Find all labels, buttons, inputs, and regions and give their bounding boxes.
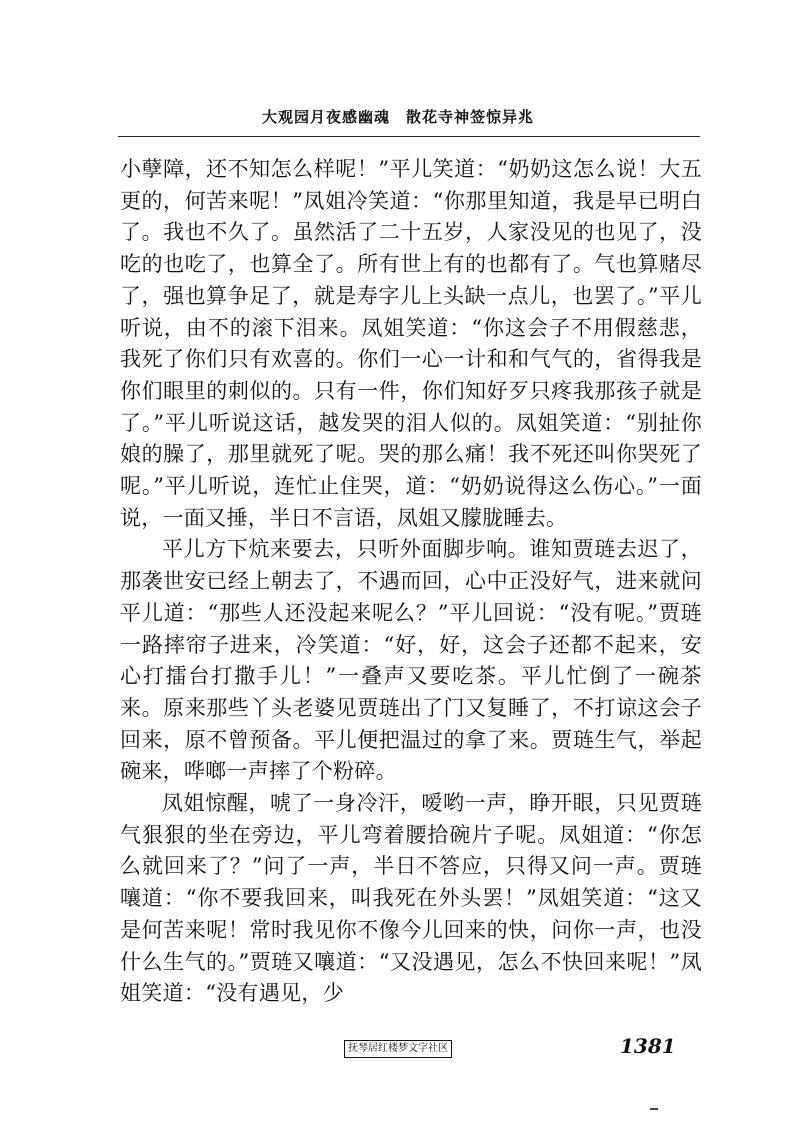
paragraph-1: 小孽障，还不知怎么样呢！”平儿笑道：“奶奶这怎么说！大五更的，何苦来呢！”凤姐冷笑道：“你那里知道，我是早已明白了。我也不久了。虽然活了二十五岁，人家没见的也见了，没吃的也吃了，也算全了。所有世上有的也都有了。气也算赌尽了，强也算争足了，就是寿字儿上头缺一点儿，也罢了。”平儿听说，由不的滚下泪来。凤姐笑道：“你这会子不用假慈悲，我死了你们只有欢喜的。你们一心一计和和气气的，省得我是你们眼里的刺似的。只有一件，你们知好歹只疼我那孩子就是了。”平儿听说这话，越发哭的泪人似的。凤姐笑道：“别扯你娘的臊了，那里就死了呢。哭的那么痛！我不死还叫你哭死了呢。”平儿听说，连忙止住哭，道：“奶奶说得这么伤心。”一面说，一面又捶，半日不言语，凤姐又朦胧睡去。 [120,157,702,530]
source-stamp: 抚琴居红楼梦文字社区 [344,1040,452,1058]
paragraph-2: 平儿方下炕来要去，只听外面脚步响。谁知贾琏去迟了，那袭世安已经上朝去了，不遇而回，心中正没好气，进来就问平儿道：“那些人还没起来呢么？”平儿回说：“没有呢。”贾琏一路摔帘子进来，冷笑道：“好，好，这会子还都不起来，安心打擂台打撒手儿！”一叠声又要吃茶。平儿忙倒了一碗茶来。原来那些丫头老婆见贾琏出了门又复睡了，不打谅这会子回来，原不曾预备。平儿便把温过的拿了来。贾琏生气，举起碗来，哗啷一声摔了个粉碎。 [120,537,702,784]
paragraph-3: 凤姐惊醒，唬了一身冷汗，嗳哟一声，睁开眼，只见贾琏气狠狠的坐在旁边，平儿弯着腰拾碗片子呢。凤姐道：“你怎么就回来了？”问了一声，半日不答应，只得又问一声。贾琏嚷道：“你不要我回来，叫我死在外头罢！”凤姐笑道：“这又是何苦来呢！常时我见你不像今儿回来的快，问你一声，也没什么生气的。”贾琏又嚷道：“又没遇见，怎么不快回来呢！”凤姐笑道：“没有遇见，少 [120,791,702,1006]
header-divider [118,136,700,137]
running-header: 大观园月夜感幽魂 散花寺神签惊异兆 [261,108,534,126]
page-body [120,154,702,1010]
scan-mark [650,1108,658,1110]
page-number: 1381 [620,1034,676,1058]
